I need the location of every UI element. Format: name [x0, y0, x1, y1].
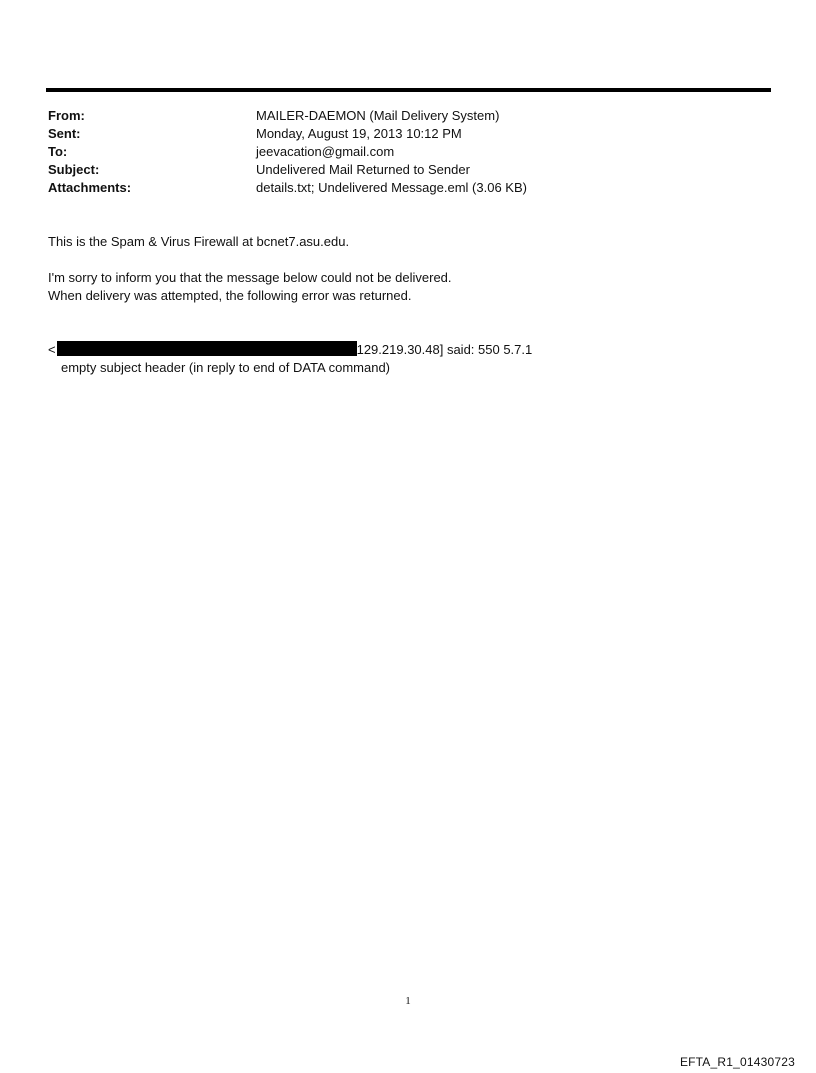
- body-paragraph-firewall: This is the Spam & Virus Firewall at bcnet7.asu.edu.: [48, 234, 350, 249]
- header-row-subject: [48, 161, 768, 179]
- document-id: EFTA_R1_01430723: [679, 1055, 795, 1069]
- error-detail: empty subject header (in reply to end of DATA command): [61, 360, 391, 375]
- sent-value: Monday, August 19, 2013 10:12 PM: [256, 126, 462, 141]
- header-row-from: [48, 107, 768, 125]
- to-label: To:: [48, 144, 68, 159]
- email-header: [48, 107, 768, 197]
- body-paragraph-sorry: I'm sorry to inform you that the message below could not be delivered.: [48, 270, 452, 285]
- header-row-sent: [48, 125, 768, 143]
- sent-label: Sent:: [48, 126, 81, 141]
- redaction-block: [57, 341, 357, 356]
- body-paragraph-attempted: When delivery was attempted, the following error was returned.: [48, 288, 412, 303]
- header-rule: [46, 88, 771, 92]
- to-value: jeevacation@gmail.com: [256, 144, 395, 159]
- header-row-to: [48, 143, 768, 161]
- error-prefix: <: [48, 342, 56, 357]
- subject-label: Subject:: [48, 162, 100, 177]
- subject-value: Undelivered Mail Returned to Sender: [256, 162, 470, 177]
- attachments-label: Attachments:: [48, 180, 132, 195]
- error-line: [48, 341, 532, 359]
- error-suffix: 129.219.30.48] said: 550 5.7.1: [356, 342, 533, 357]
- attachments-value: details.txt; Undelivered Message.eml (3.06 KB): [256, 180, 527, 195]
- header-row-attachments: [48, 179, 768, 197]
- from-label: From:: [48, 108, 85, 123]
- from-value: MAILER-DAEMON (Mail Delivery System): [256, 108, 500, 123]
- page-number: 1: [405, 995, 411, 1007]
